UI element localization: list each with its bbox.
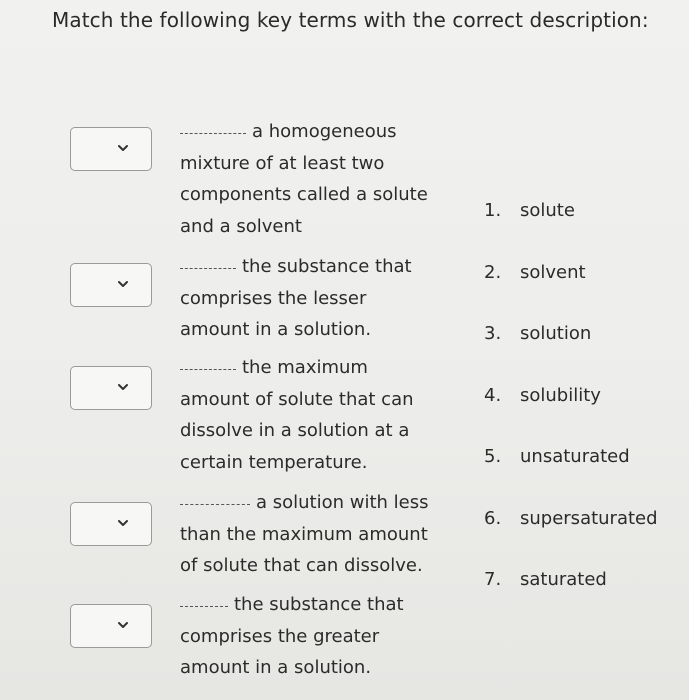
answer-options-list [484, 200, 658, 631]
description-line: a homogeneous [180, 116, 470, 148]
match-dropdown-4[interactable] [70, 502, 152, 546]
chevron-down-icon [117, 619, 129, 631]
description-line: than the maximum amount [180, 523, 428, 545]
option-item: 2. solvent [484, 261, 586, 283]
description-line: mixture of at least two [180, 152, 385, 174]
option-item: 4. solubility [484, 384, 601, 406]
answer-blank [180, 268, 236, 269]
description-line: certain temperature. [180, 451, 368, 473]
description-line: amount in a solution. [180, 319, 372, 340]
description-5 [180, 589, 470, 684]
description-line: comprises the greater [180, 625, 380, 647]
description-line: the maximum [180, 352, 470, 384]
option-label: unsaturated [520, 446, 630, 467]
description-3 [180, 352, 470, 478]
option-item: 1. solute [484, 200, 575, 221]
chevron-down-icon [117, 381, 129, 393]
option-item: 3. solution [484, 323, 592, 344]
answer-blank [180, 133, 246, 134]
description-4 [180, 487, 470, 582]
option-label: solution [520, 323, 592, 344]
chevron-down-icon [117, 517, 129, 529]
option-label: supersaturated [520, 507, 658, 529]
chevron-down-icon [117, 142, 129, 154]
question-title: Match the following key terms with the correct description: [52, 8, 649, 32]
answer-blank [180, 369, 236, 370]
option-item: 5. unsaturated [484, 446, 630, 467]
description-line: components called a solute [180, 184, 428, 205]
description-line: of solute that can dissolve. [180, 555, 423, 576]
description-line: the substance that [180, 251, 470, 283]
description-line: the substance that [180, 589, 470, 621]
answer-blank [180, 606, 228, 607]
description-line: comprises the lesser [180, 287, 367, 309]
description-line: dissolve in a solution at a [180, 420, 410, 441]
description-line: amount of solute that can [180, 388, 414, 410]
option-label: solubility [520, 384, 601, 406]
option-item: 6. supersaturated [484, 507, 658, 529]
description-line: amount in a solution. [180, 657, 372, 678]
option-label: saturated [520, 569, 607, 590]
match-dropdown-1[interactable] [70, 127, 152, 171]
description-1 [180, 116, 470, 242]
chevron-down-icon [117, 278, 129, 290]
option-item: 7. saturated [484, 569, 607, 590]
answer-blank [180, 504, 250, 505]
match-dropdown-2[interactable] [70, 263, 152, 307]
description-2 [180, 251, 470, 346]
option-label: solute [520, 200, 575, 221]
match-dropdown-5[interactable] [70, 604, 152, 648]
description-line: and a solvent [180, 215, 302, 237]
option-label: solvent [520, 261, 586, 283]
description-line: a solution with less [180, 487, 470, 519]
match-dropdown-3[interactable] [70, 366, 152, 410]
